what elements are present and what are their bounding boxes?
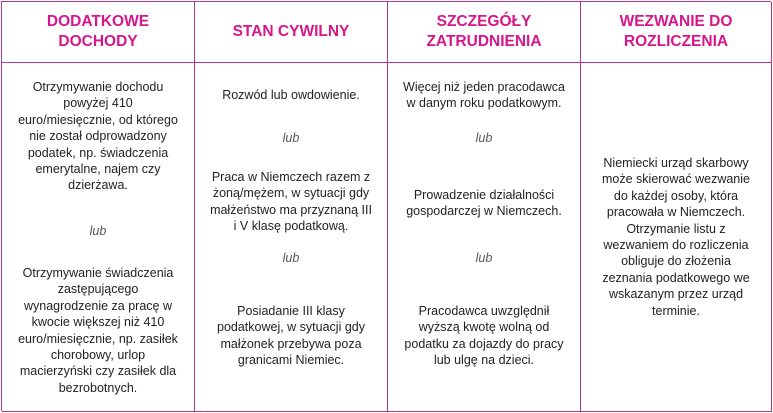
or-label: lub — [475, 131, 493, 145]
or-label: lub — [282, 251, 300, 265]
tax-info-table — [1, 1, 771, 411]
column-employment-details — [388, 63, 581, 412]
or-label: lub — [475, 251, 493, 265]
or-label: lub — [89, 224, 107, 238]
marital-status-case-3: Posiadanie III klasy podatkowej, w sytuacji gdy małżonek przebywa poza granicami Niemiec. — [217, 304, 365, 368]
employment-case-1: Więcej niż jeden pracodawca w danym roku podatkowym. — [403, 80, 565, 111]
header-tax-return-request: WEZWANIE DO ROZLICZENIA — [581, 2, 772, 63]
tax-return-request-text: Niemiecki urząd skarbowy może skierować wezwanie do każdej osoby, która pracowała w Niemczech. Otrzymanie listu z wezwaniem do rozliczenia obliguje do złożenia zeznania podatkowego we wskazanym przez urząd terminie. — [602, 156, 750, 318]
or-label: lub — [282, 131, 300, 145]
marital-status-case-2: Praca w Niemczech razem z żoną/mężem, w sytuacji gdy małżeństwo ma przyznaną III i V klasę podatkową. — [210, 170, 372, 234]
employment-case-3: Pracodawca uwzględnił wyższą kwotę wolną od podatku za dojazdy do pracy lub ulgę na dzieci. — [404, 304, 564, 368]
header-additional-income: DODATKOWE DOCHODY — [2, 2, 195, 63]
header-marital-status: STAN CYWILNY — [195, 2, 388, 63]
additional-income-case-1: Otrzymywanie dochodu powyżej 410 euro/miesięcznie, od którego nie został odprowadzony podatek, np. świadczenia emerytalne, najem czy dzierżawa. — [18, 80, 178, 193]
marital-status-case-1: Rozwód lub owdowienie. — [222, 88, 360, 102]
column-additional-income — [2, 63, 195, 412]
header-employment-details: SZCZEGÓŁY ZATRUDNIENIA — [388, 2, 581, 63]
employment-case-2: Prowadzenie działalności gospodarczej w Niemczech. — [406, 188, 562, 219]
additional-income-case-2: Otrzymywanie świadczenia zastępującego wynagrodzenie za pracę w kwocie większej niż 410 euro/miesięcznie, np. zasiłek chorobowy, urlop macierzyński czy zasiłek dla bezrobotnych. — [18, 266, 178, 395]
column-tax-return-request — [581, 63, 772, 412]
column-marital-status — [195, 63, 388, 412]
